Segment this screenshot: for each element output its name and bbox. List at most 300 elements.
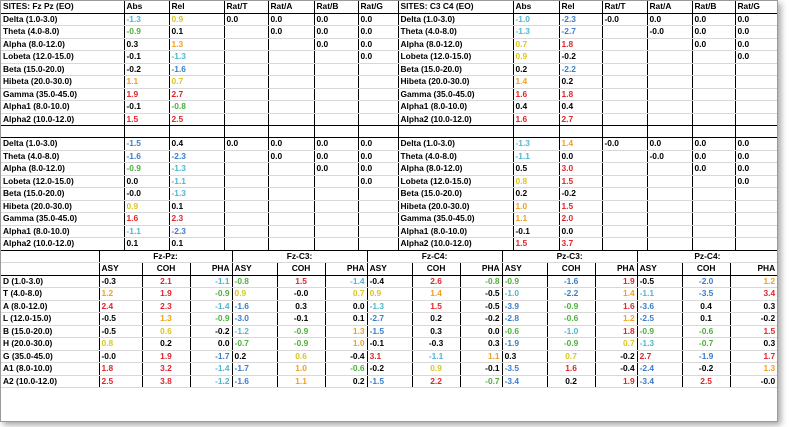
value-cell: -1.4 xyxy=(190,363,232,376)
value-cell: -1.6 xyxy=(169,63,224,76)
empty-cell xyxy=(602,126,647,138)
value-cell xyxy=(647,175,692,188)
value-cell: 0.0 xyxy=(692,13,735,26)
empty-cell xyxy=(559,126,602,138)
empty-cell xyxy=(398,126,513,138)
value-cell: -2.0 xyxy=(682,275,730,288)
value-cell xyxy=(224,188,268,201)
value-cell: 0.9 xyxy=(513,51,559,64)
empty-cell xyxy=(268,126,314,138)
band-label: A (8.0-12.0) xyxy=(1,300,99,313)
value-cell: 2.5 xyxy=(682,375,730,388)
metric-header: PHA xyxy=(190,263,232,276)
value-cell: -0.2 xyxy=(559,188,602,201)
value-cell: 0.7 xyxy=(169,76,224,89)
value-cell xyxy=(224,225,268,238)
value-cell: 3.1 xyxy=(367,350,412,363)
table-row xyxy=(1,375,777,388)
band-label: L (12.0-15.0) xyxy=(1,313,99,326)
value-cell: 1.5 xyxy=(412,300,460,313)
value-cell xyxy=(268,163,314,176)
band-label: T (4.0-8.0) xyxy=(1,288,99,301)
value-cell: -2.8 xyxy=(502,313,547,326)
table-row xyxy=(1,76,777,89)
value-cell: -0.1 xyxy=(460,363,502,376)
value-cell: 2.6 xyxy=(412,275,460,288)
value-cell xyxy=(224,200,268,213)
value-cell xyxy=(224,101,268,114)
value-cell: -1.9 xyxy=(502,338,547,351)
value-cell: 0.1 xyxy=(325,313,367,326)
table-row xyxy=(1,88,777,101)
value-cell: 1.9 xyxy=(595,375,637,388)
value-cell: 0.7 xyxy=(513,38,559,51)
value-cell: 0.0 xyxy=(224,138,268,151)
band-label: Alpha (8.0-12.0) xyxy=(398,163,513,176)
value-cell: 2.3 xyxy=(169,213,224,226)
band-power-table xyxy=(1,1,777,251)
value-cell xyxy=(224,213,268,226)
pair-header: Pz-C4: xyxy=(637,251,777,263)
table-row xyxy=(1,313,777,326)
table-row xyxy=(1,38,777,51)
value-cell: -0.3 xyxy=(412,338,460,351)
value-cell xyxy=(692,113,735,126)
band-label: Gamma (35.0-45.0) xyxy=(1,88,124,101)
value-cell: 2.1 xyxy=(142,275,190,288)
pair-header: Fz-C3: xyxy=(232,251,367,263)
value-cell: -0.9 xyxy=(190,313,232,326)
value-cell: -0.7 xyxy=(460,375,502,388)
value-cell: 0.0 xyxy=(358,163,398,176)
value-cell xyxy=(314,63,358,76)
value-cell: 0.0 xyxy=(358,26,398,39)
value-cell xyxy=(647,188,692,201)
value-cell xyxy=(692,63,735,76)
table-row xyxy=(1,113,777,126)
sites-label: SITES: C3 C4 (EO) xyxy=(398,1,513,13)
value-cell: 1.3 xyxy=(325,325,367,338)
column-header: Rat/A xyxy=(647,1,692,13)
value-cell: 0.1 xyxy=(169,26,224,39)
value-cell: -0.0 xyxy=(602,13,647,26)
value-cell: 0.0 xyxy=(358,138,398,151)
empty-cell xyxy=(314,126,358,138)
band-label: Alpha1 (8.0-10.0) xyxy=(1,101,124,114)
table-row xyxy=(1,338,777,351)
value-cell: 0.4 xyxy=(169,138,224,151)
value-cell xyxy=(647,213,692,226)
value-cell: -0.9 xyxy=(637,325,682,338)
band-label: Delta (1.0-3.0) xyxy=(1,138,124,151)
value-cell: 0.6 xyxy=(277,350,325,363)
band-label: Lobeta (12.0-15.0) xyxy=(1,175,124,188)
value-cell: -1.4 xyxy=(190,300,232,313)
value-cell xyxy=(314,88,358,101)
value-cell xyxy=(692,188,735,201)
value-cell xyxy=(647,101,692,114)
value-cell: 1.9 xyxy=(142,350,190,363)
value-cell xyxy=(224,63,268,76)
value-cell: -0.0 xyxy=(124,188,169,201)
value-cell: 0.0 xyxy=(559,150,602,163)
value-cell: 3.0 xyxy=(559,163,602,176)
value-cell: 1.4 xyxy=(513,76,559,89)
table-row xyxy=(1,225,777,238)
value-cell: 0.8 xyxy=(99,338,142,351)
column-header: Rat/T xyxy=(602,1,647,13)
value-cell: -1.3 xyxy=(169,188,224,201)
table-row xyxy=(1,150,777,163)
band-label: Alpha (8.0-12.0) xyxy=(1,38,124,51)
value-cell: -0.2 xyxy=(460,313,502,326)
column-header: Rel xyxy=(169,1,224,13)
value-cell: -0.6 xyxy=(547,313,595,326)
value-cell: 0.0 xyxy=(735,38,777,51)
value-cell xyxy=(358,200,398,213)
value-cell xyxy=(268,88,314,101)
value-cell: -1.1 xyxy=(190,275,232,288)
band-label: Hibeta (20.0-30.0) xyxy=(398,200,513,213)
value-cell xyxy=(224,150,268,163)
value-cell: -0.1 xyxy=(513,225,559,238)
value-cell xyxy=(602,26,647,39)
value-cell xyxy=(647,38,692,51)
value-cell: 0.0 xyxy=(647,138,692,151)
value-cell: -1.3 xyxy=(513,26,559,39)
value-cell xyxy=(314,101,358,114)
value-cell: 0.5 xyxy=(513,163,559,176)
value-cell: 0.7 xyxy=(325,288,367,301)
value-cell xyxy=(602,38,647,51)
band-label: Alpha (8.0-12.0) xyxy=(1,163,124,176)
value-cell: 1.1 xyxy=(513,213,559,226)
pair-header: Fz-C4: xyxy=(367,251,502,263)
value-cell: -0.2 xyxy=(682,363,730,376)
value-cell: -1.4 xyxy=(325,275,367,288)
band-label: Delta (1.0-3.0) xyxy=(398,138,513,151)
table-row xyxy=(1,238,777,251)
value-cell: -1.5 xyxy=(124,138,169,151)
value-cell: 1.6 xyxy=(513,113,559,126)
table-row xyxy=(1,188,777,201)
column-header: Rat/A xyxy=(268,1,314,13)
value-cell: -2.2 xyxy=(559,63,602,76)
value-cell xyxy=(647,76,692,89)
value-cell: 0.9 xyxy=(232,288,277,301)
value-cell: 1.5 xyxy=(277,275,325,288)
value-cell xyxy=(268,225,314,238)
value-cell: -0.2 xyxy=(124,63,169,76)
value-cell xyxy=(692,101,735,114)
value-cell: 2.5 xyxy=(169,113,224,126)
column-header: Rat/B xyxy=(692,1,735,13)
value-cell: 0.7 xyxy=(595,338,637,351)
value-cell: 0.4 xyxy=(559,101,602,114)
value-cell: 0.2 xyxy=(232,350,277,363)
value-cell xyxy=(647,88,692,101)
value-cell xyxy=(224,26,268,39)
value-cell: 0.3 xyxy=(730,338,777,351)
band-label: Beta (15.0-20.0) xyxy=(1,63,124,76)
value-cell xyxy=(224,175,268,188)
value-cell: -0.4 xyxy=(367,275,412,288)
value-cell: 0.2 xyxy=(547,375,595,388)
value-cell xyxy=(692,200,735,213)
value-cell xyxy=(692,51,735,64)
value-cell: -0.5 xyxy=(460,288,502,301)
value-cell: 0.0 xyxy=(190,338,232,351)
band-label: H (20.0-30.0) xyxy=(1,338,99,351)
value-cell xyxy=(647,225,692,238)
value-cell xyxy=(735,200,777,213)
band-label: Gamma (35.0-45.0) xyxy=(398,88,513,101)
value-cell: 1.8 xyxy=(99,363,142,376)
column-header: Rat/T xyxy=(224,1,268,13)
value-cell: -0.9 xyxy=(547,300,595,313)
band-label: Lobeta (12.0-15.0) xyxy=(1,51,124,64)
value-cell xyxy=(602,88,647,101)
metric-header-row xyxy=(1,263,777,276)
metric-header: PHA xyxy=(460,263,502,276)
value-cell: -0.9 xyxy=(277,325,325,338)
value-cell: 1.2 xyxy=(99,288,142,301)
value-cell xyxy=(647,238,692,251)
value-cell: -0.2 xyxy=(367,363,412,376)
value-cell: -3.5 xyxy=(502,363,547,376)
value-cell: -1.0 xyxy=(502,288,547,301)
value-cell: 0.0 xyxy=(358,13,398,26)
value-cell: 1.5 xyxy=(730,325,777,338)
value-cell: 1.4 xyxy=(559,138,602,151)
empty-cell xyxy=(169,126,224,138)
value-cell: -1.5 xyxy=(367,375,412,388)
value-cell: -0.7 xyxy=(682,338,730,351)
value-cell xyxy=(358,101,398,114)
value-cell: 2.0 xyxy=(559,213,602,226)
pair-header: Pz-C3: xyxy=(502,251,637,263)
value-cell: 0.0 xyxy=(692,26,735,39)
empty-cell xyxy=(735,126,777,138)
value-cell: -0.2 xyxy=(730,313,777,326)
value-cell xyxy=(602,113,647,126)
value-cell: 2.5 xyxy=(99,375,142,388)
value-cell xyxy=(268,213,314,226)
value-cell: -0.2 xyxy=(559,51,602,64)
band-label: Gamma (35.0-45.0) xyxy=(1,213,124,226)
value-cell xyxy=(735,76,777,89)
value-cell xyxy=(358,238,398,251)
value-cell xyxy=(268,175,314,188)
metric-header: ASY xyxy=(232,263,277,276)
value-cell: -0.7 xyxy=(232,338,277,351)
pair-header-row xyxy=(1,251,777,263)
value-cell: 0.2 xyxy=(142,338,190,351)
empty-cell xyxy=(647,126,692,138)
value-cell: 0.0 xyxy=(358,175,398,188)
band-label: Alpha2 (10.0-12.0) xyxy=(1,113,124,126)
value-cell: 0.9 xyxy=(169,13,224,26)
value-cell xyxy=(602,238,647,251)
value-cell: -0.9 xyxy=(124,26,169,39)
value-cell xyxy=(314,225,358,238)
value-cell: -3.4 xyxy=(637,375,682,388)
value-cell: -1.2 xyxy=(232,325,277,338)
value-cell: 0.0 xyxy=(314,13,358,26)
value-cell xyxy=(268,101,314,114)
value-cell: 0.2 xyxy=(513,188,559,201)
value-cell: 1.3 xyxy=(730,363,777,376)
value-cell: -0.1 xyxy=(277,313,325,326)
value-cell: 1.6 xyxy=(124,213,169,226)
value-cell: 0.0 xyxy=(735,150,777,163)
value-cell: -3.9 xyxy=(502,300,547,313)
value-cell: 1.8 xyxy=(595,325,637,338)
value-cell: -0.2 xyxy=(190,325,232,338)
value-cell: -1.6 xyxy=(547,275,595,288)
value-cell: 3.2 xyxy=(142,363,190,376)
metric-header: COH xyxy=(412,263,460,276)
value-cell xyxy=(268,63,314,76)
value-cell: 1.2 xyxy=(730,275,777,288)
metric-header: ASY xyxy=(502,263,547,276)
value-cell: -0.1 xyxy=(124,51,169,64)
empty-cell xyxy=(224,126,268,138)
value-cell xyxy=(314,51,358,64)
value-cell: -0.9 xyxy=(547,338,595,351)
value-cell xyxy=(735,188,777,201)
value-cell: -1.1 xyxy=(637,288,682,301)
value-cell: -0.8 xyxy=(169,101,224,114)
value-cell: -0.4 xyxy=(325,350,367,363)
value-cell xyxy=(692,213,735,226)
value-cell: -1.9 xyxy=(682,350,730,363)
value-cell: -0.6 xyxy=(325,363,367,376)
value-cell: 0.0 xyxy=(314,138,358,151)
value-cell: 1.9 xyxy=(595,275,637,288)
value-cell: 0.1 xyxy=(124,238,169,251)
value-cell: 2.3 xyxy=(142,300,190,313)
value-cell: -0.5 xyxy=(99,313,142,326)
metric-header: ASY xyxy=(99,263,142,276)
value-cell xyxy=(224,51,268,64)
empty-cell xyxy=(513,126,559,138)
band-label: Alpha1 (8.0-10.0) xyxy=(398,225,513,238)
value-cell: -1.7 xyxy=(190,350,232,363)
value-cell: 0.0 xyxy=(692,150,735,163)
metric-header: COH xyxy=(547,263,595,276)
metric-header: PHA xyxy=(730,263,777,276)
value-cell: 0.0 xyxy=(124,175,169,188)
value-cell: -2.3 xyxy=(169,150,224,163)
value-cell: 0.3 xyxy=(502,350,547,363)
value-cell: 0.6 xyxy=(142,325,190,338)
value-cell xyxy=(602,188,647,201)
value-cell xyxy=(268,113,314,126)
value-cell: -0.2 xyxy=(595,350,637,363)
table-row xyxy=(1,363,777,376)
value-cell: 1.6 xyxy=(513,88,559,101)
value-cell: 0.9 xyxy=(412,363,460,376)
value-cell: -0.5 xyxy=(637,275,682,288)
value-cell: -1.3 xyxy=(367,300,412,313)
band-label: Alpha2 (10.0-12.0) xyxy=(398,113,513,126)
value-cell: -2.2 xyxy=(547,288,595,301)
metric-header: COH xyxy=(682,263,730,276)
value-cell: 0.4 xyxy=(513,101,559,114)
value-cell: 2.7 xyxy=(169,88,224,101)
value-cell: -1.1 xyxy=(412,350,460,363)
value-cell xyxy=(268,188,314,201)
value-cell: -2.3 xyxy=(559,13,602,26)
band-label: Theta (4.0-8.0) xyxy=(398,26,513,39)
value-cell: -0.0 xyxy=(602,138,647,151)
band-label: Alpha1 (8.0-10.0) xyxy=(1,225,124,238)
table-row xyxy=(1,63,777,76)
metric-header: COH xyxy=(142,263,190,276)
value-cell: 0.2 xyxy=(325,375,367,388)
value-cell: 0.0 xyxy=(268,150,314,163)
value-cell: -1.6 xyxy=(232,300,277,313)
band-label: Alpha2 (10.0-12.0) xyxy=(1,238,124,251)
value-cell: -0.4 xyxy=(595,363,637,376)
value-cell: -0.0 xyxy=(730,375,777,388)
value-cell: 0.0 xyxy=(735,138,777,151)
table-row xyxy=(1,300,777,313)
band-label: Theta (4.0-8.0) xyxy=(1,26,124,39)
value-cell: 0.0 xyxy=(692,38,735,51)
value-cell: 0.1 xyxy=(169,238,224,251)
value-cell: -2.5 xyxy=(637,313,682,326)
column-header: Rat/G xyxy=(735,1,777,13)
value-cell: 0.0 xyxy=(647,13,692,26)
band-label: Alpha1 (8.0-10.0) xyxy=(398,101,513,114)
band-label: Hibeta (20.0-30.0) xyxy=(1,76,124,89)
value-cell: 1.3 xyxy=(169,38,224,51)
value-cell: -1.6 xyxy=(124,150,169,163)
value-cell: -1.3 xyxy=(513,138,559,151)
value-cell: 1.5 xyxy=(513,238,559,251)
value-cell xyxy=(602,101,647,114)
value-cell: 0.0 xyxy=(224,13,268,26)
value-cell: 2.4 xyxy=(99,300,142,313)
value-cell: 0.3 xyxy=(460,338,502,351)
value-cell: 2.7 xyxy=(559,113,602,126)
value-cell xyxy=(358,213,398,226)
value-cell xyxy=(224,38,268,51)
value-cell: 1.5 xyxy=(124,113,169,126)
band-label: Lobeta (12.0-15.0) xyxy=(398,51,513,64)
value-cell: -1.3 xyxy=(124,13,169,26)
table-row xyxy=(1,288,777,301)
metric-header: PHA xyxy=(325,263,367,276)
band-label: G (35.0-45.0) xyxy=(1,350,99,363)
table-row xyxy=(1,213,777,226)
value-cell: 0.4 xyxy=(682,300,730,313)
value-cell xyxy=(314,113,358,126)
value-cell: -1.0 xyxy=(513,13,559,26)
value-cell: 0.0 xyxy=(358,38,398,51)
value-cell: -0.9 xyxy=(190,288,232,301)
column-header: Rat/B xyxy=(314,1,358,13)
value-cell xyxy=(358,188,398,201)
band-label: A1 (8.0-10.0) xyxy=(1,363,99,376)
band-label: Delta (1.0-3.0) xyxy=(1,13,124,26)
empty-cell xyxy=(358,126,398,138)
value-cell: 2.2 xyxy=(412,375,460,388)
value-cell xyxy=(314,200,358,213)
value-cell: 0.0 xyxy=(358,150,398,163)
